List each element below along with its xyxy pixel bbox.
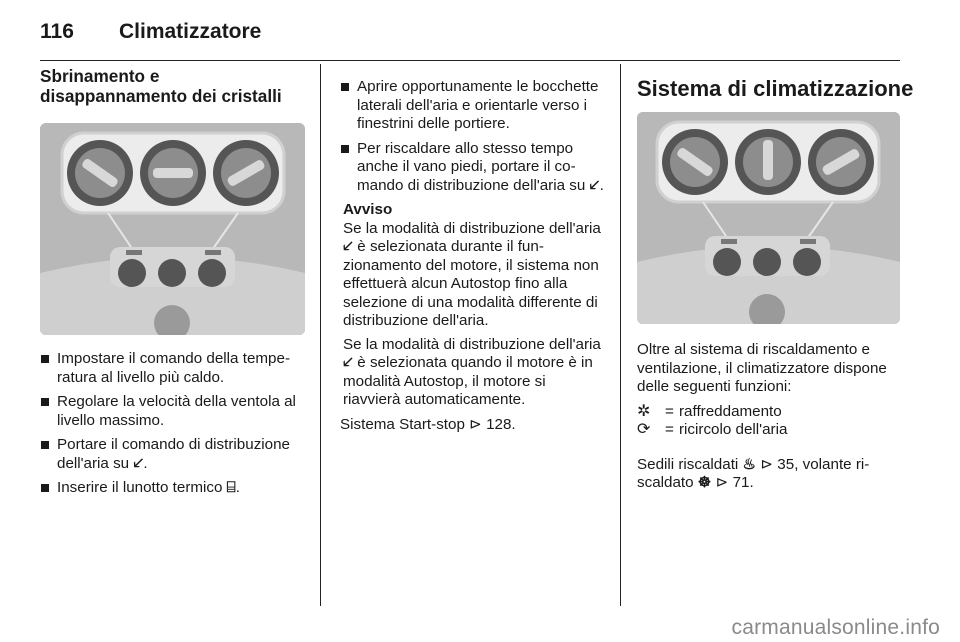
column-1 [40, 64, 305, 504]
windscreen-footwell-distribution-icon: 🡗 [589, 176, 600, 194]
header-rule [40, 60, 900, 61]
climate-controls-figure [40, 123, 305, 335]
windscreen-air-distribution-icon: 🡗 [343, 238, 354, 255]
cooling-icon: ✲ [637, 402, 651, 420]
heated-rear-window-icon: ⌸ [226, 479, 236, 496]
list-item: Inserire il lunotto termico ⌸. [40, 479, 305, 498]
bullet-square [41, 441, 49, 449]
climate-system-figure [637, 112, 900, 324]
column-divider-2 [620, 64, 621, 606]
page-title: Climatizzatore [119, 20, 262, 43]
note-paragraph: Se la modalità di distribuzione dell'aria 🡗 è selezionata durante il funzionamento del motore, il sistema non effettuerà alcun Autostop fino alla selezione di una modalità differente di distribuzione dell'aria. [343, 219, 601, 329]
climate-controls-illustration [40, 123, 305, 335]
list-item: Regolare la velocità della ventola al livello massimo. [40, 393, 305, 430]
cross-reference-start-stop[interactable]: Sistema Start-stop ⊳ 128. [340, 415, 516, 433]
page-number: 116 [40, 20, 74, 43]
list-item: Per riscaldare allo stesso tempo anche il vano piedi, portare il comando di distribuzione dell'aria su 🡗. [340, 140, 605, 196]
climate-system-illustration [637, 112, 900, 324]
functions-list [637, 403, 902, 440]
list-item: Portare il comando di distribuzione dell'aria su 🡗. [40, 436, 305, 473]
column-2 [340, 64, 605, 434]
defrost-steps-list [40, 350, 305, 498]
list-item: Impostare il comando della temperatura al livello più caldo. [40, 350, 305, 387]
bullet-square [41, 355, 49, 363]
watermark: carmanualsonline.info [731, 616, 940, 639]
additional-steps-list [340, 78, 605, 195]
bullet-square [41, 484, 49, 492]
heated-steering-wheel-icon: ☸ [697, 474, 712, 491]
page-reference-arrow-icon: ⊳ [469, 415, 482, 433]
section-heading-defrost: Sbrinamento e disappannamento dei cristalli [40, 66, 282, 106]
windscreen-air-distribution-icon: 🡗 [343, 354, 354, 371]
list-item: ⟳ = ricircolo dell'aria [637, 421, 788, 438]
note-paragraph: Se la modalità di distribuzione dell'aria 🡗 è selezionata quando il motore è in modalità Autostop, il motore si riavvierà automaticamente. [343, 335, 601, 408]
list-item: ✲ = raffreddamento [637, 402, 782, 420]
heated-seat-icon: ♨ [742, 455, 757, 473]
heated-features-reference: Sedili riscaldati ♨ ⊳ 35, volante riscaldato ☸ ⊳ 71. [637, 455, 870, 491]
note-title: Avviso [343, 201, 393, 218]
note-block [340, 201, 605, 410]
column-divider-1 [320, 64, 321, 606]
intro-paragraph: Oltre al sistema di riscaldamento e ventilazione, il climatizzatore dispone delle seguenti funzioni: [637, 341, 887, 395]
bullet-square [341, 145, 349, 153]
bullet-square [41, 398, 49, 406]
air-recirculation-icon: ⟳ [637, 421, 651, 438]
column-3 [637, 64, 914, 493]
list-item: Aprire opportunamente le bocchette laterali dell'aria e orientarle verso i finestrini delle portiere. [340, 78, 605, 134]
windscreen-air-distribution-icon: 🡗 [133, 454, 144, 472]
bullet-square [341, 83, 349, 91]
section-heading-climate-system: Sistema di climatizzazione [637, 76, 914, 101]
